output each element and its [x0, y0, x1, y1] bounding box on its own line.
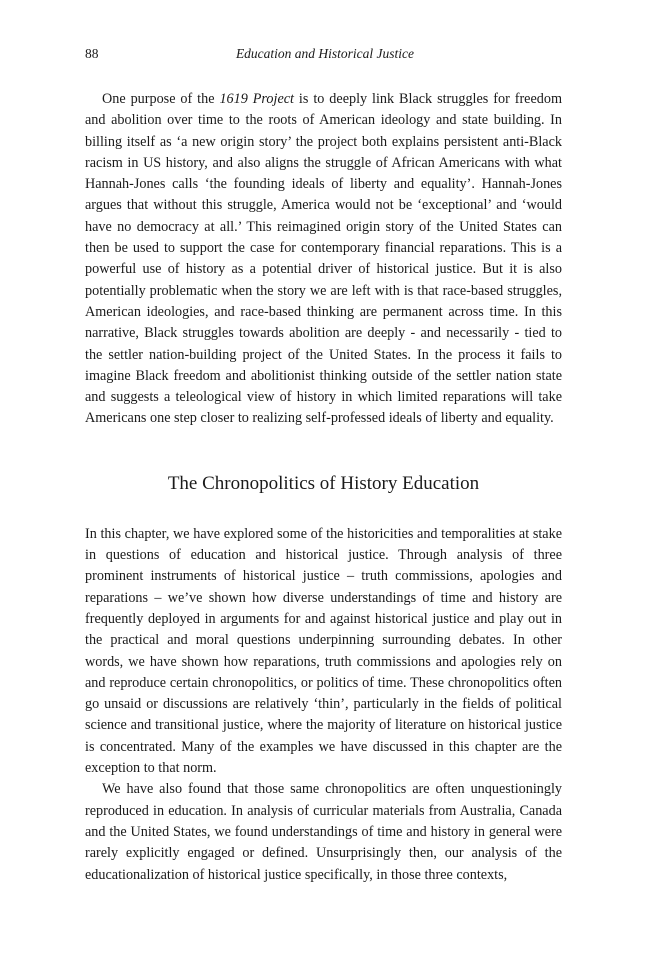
section-heading: The Chronopolitics of History Education	[167, 472, 480, 494]
paragraph-text: One purpose of the	[102, 91, 220, 107]
page-body	[85, 89, 562, 886]
paragraph-text: is to deeply link Black struggles for freedom and abolition over time to the roots of American ideology and state building. In billing itself as ‘a new origin story’ the project both explains persistent anti-Black racism in US history, and also aligns the struggle of African Americans with what Hannah-Jones calls ‘the founding ideals of liberty and equality’. Hannah-Jones argues that without this struggle, America would not be ‘exceptional’ and ‘would have no democracy at all.’ This reimagined origin story of the United States can then be used to support the case for contemporary financial reparations. This is a powerful use of history as a potential driver of historical justice. But it is also potentially problematic when the story we are left with is that race-based struggles, American ideologies, and race-based thinking are permanent across time. In this narrative, Black struggles towards abolition are deeply - and necessarily - tied to the settler nation-building project of the United States. In the process it fails to imagine Black freedom and abolitionist thinking outside of the settler nation state and suggests a teleological view of history in which limited reparations will take Americans one step closer to realizing self-professed ideals of liberty and equality.	[85, 91, 562, 427]
page-number: 88	[85, 46, 99, 61]
paragraph-education-findings: We have also found that those same chronopolitics are often unquestioningly reproduced in education. In analysis of curricular materials from Australia, Canada and the United States, we found understandings of time and history in general were rarely explicitly engaged or defined. Unsurprisingly then, our analysis of the educationalization of historical justice specifically, in those three contexts,	[85, 781, 562, 883]
paragraph-chapter-summary: In this chapter, we have explored some of the historicities and temporalities at stake in questions of education and historical justice. Through analysis of three prominent instruments of historical justice – truth commissions, apologies and reparations – we’ve shown how diverse understandings of time and history are frequently deployed in arguments for and against historical justice and play out in the practical and moral questions underpinning surrounding debates. In other words, we have shown how reparations, truth commissions and apologies rely on and reproduce certain chronopolitics, or politics of time. These chronopolitics often go unsaid or discussions are relatively ‘thin’, particularly in the fields of political science and transitional justice, where the majority of literature on historical justice is concentrated. Many of the examples we have discussed in this chapter are the exception to that norm.	[85, 525, 562, 777]
running-head: Education and Historical Justice	[235, 46, 415, 61]
italic-title: 1619 Project	[219, 91, 294, 107]
paragraph-1619-project	[85, 89, 562, 430]
